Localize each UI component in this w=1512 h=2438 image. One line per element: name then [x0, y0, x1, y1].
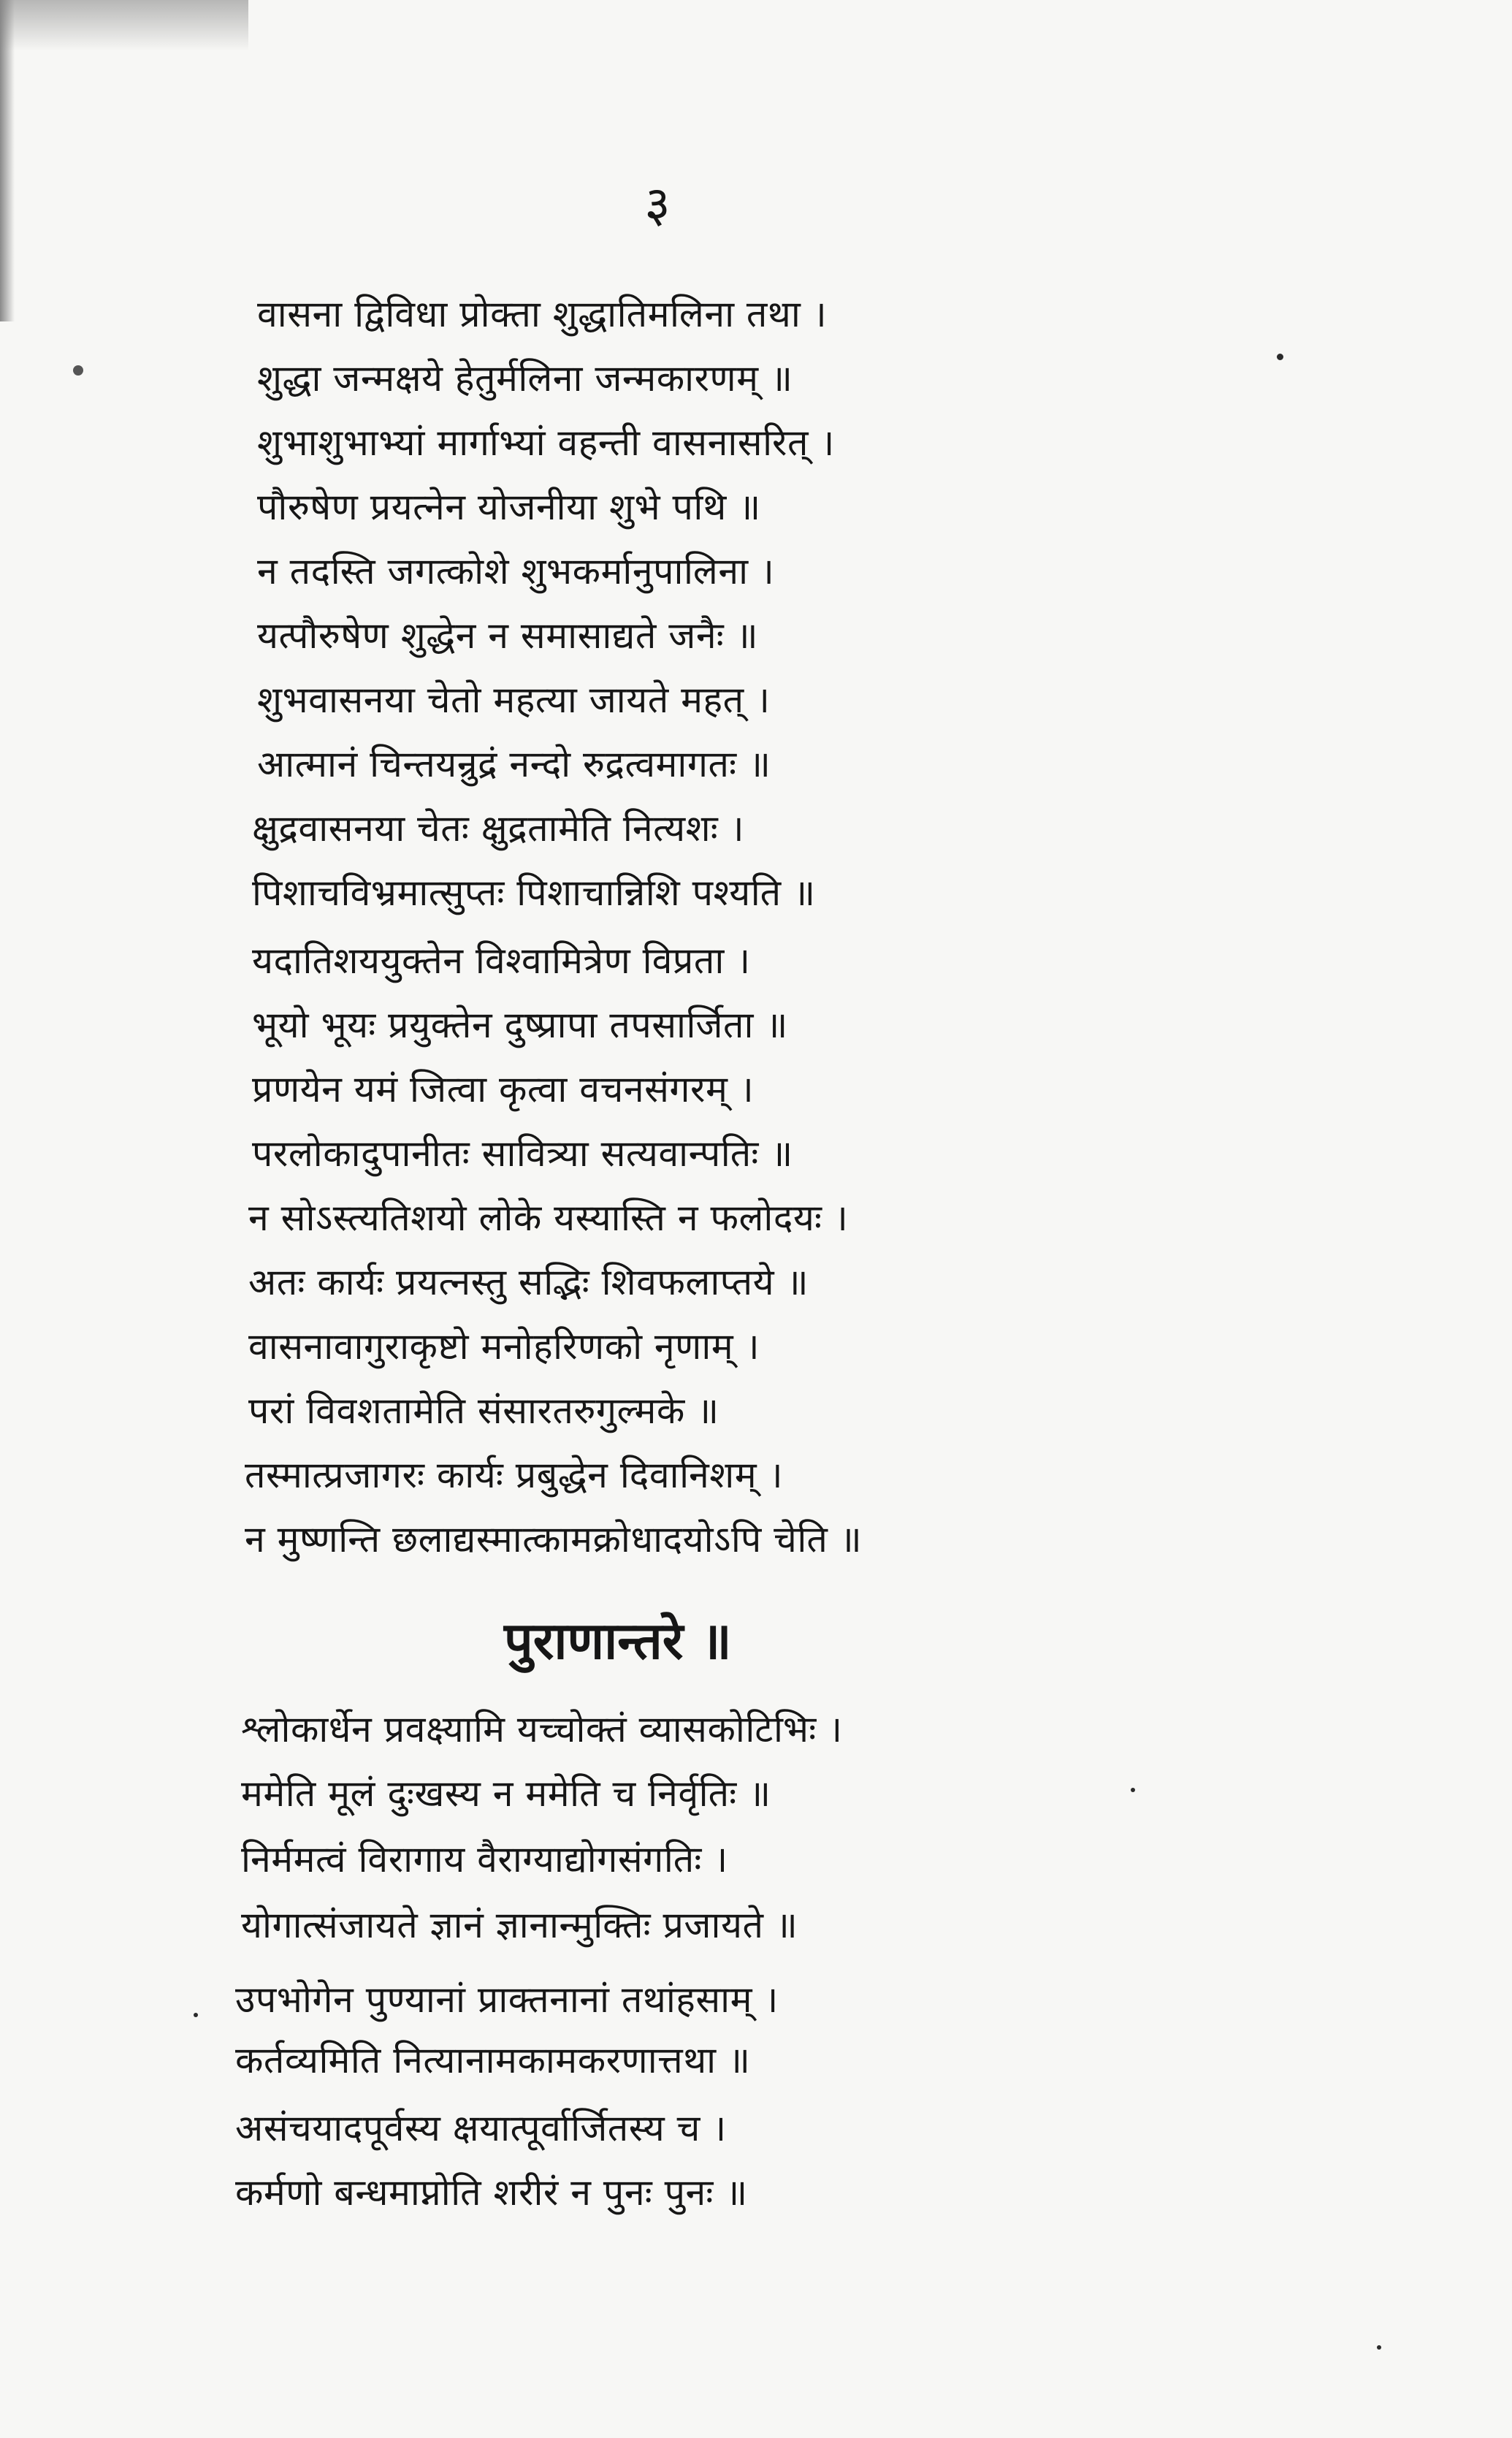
- verse-line: यत्पौरुषेण शुद्धेन न समासाद्यते जनैः ॥: [257, 614, 759, 657]
- verse-line: शुभाशुभाभ्यां मार्गाभ्यां वहन्ती वासनासरित् ।: [257, 422, 835, 464]
- verse-line: कर्मणो बन्धमाप्नोति शरीरं न पुनः पुनः ॥: [235, 2171, 748, 2214]
- verse-line: कर्तव्यमिति नित्यानामकामकरणात्तथा ॥: [235, 2039, 751, 2081]
- scan-speck: [1377, 2345, 1381, 2350]
- verse-line: शुद्धा जन्मक्षये हेतुर्मलिना जन्मकारणम् ॥: [257, 357, 793, 400]
- scan-speck: [1277, 354, 1283, 360]
- verse-line: न सोऽस्त्यतिशयो लोके यस्यास्ति न फलोदयः ।: [248, 1197, 849, 1239]
- verse-line: शुभवासनया चेतो महत्या जायते महत् ।: [257, 679, 771, 721]
- verse-line: प्रणयेन यमं जित्वा कृत्वा वचनसंगरम् ।: [252, 1068, 755, 1111]
- verse-line: निर्ममत्वं विरागाय वैराग्याद्योगसंगतिः ।: [241, 1838, 728, 1881]
- verse-line: ममेति मूलं दुःखस्य न ममेति च निर्वृतिः ॥: [241, 1772, 771, 1815]
- scan-speck: [1131, 1788, 1135, 1792]
- verse-line: न तदस्ति जगत्कोशे शुभकर्मानुपालिना ।: [257, 550, 775, 593]
- verse-line: भूयो भूयः प्रयुक्तेन दुष्प्रापा तपसार्जिता ॥: [252, 1004, 788, 1046]
- scan-speck: [73, 365, 83, 376]
- verse-line: असंचयादपूर्वस्य क्षयात्पूर्वार्जितस्य च ।: [235, 2107, 727, 2149]
- verse-line: पौरुषेण प्रयत्नेन योजनीया शुभे पथि ॥: [257, 486, 761, 528]
- scan-corner-shading: [0, 0, 248, 51]
- verse-line: अतः कार्यः प्रयत्नस्तु सद्भिः शिवफलाप्तये ॥: [248, 1261, 809, 1303]
- page-number: ३: [644, 176, 671, 234]
- verse-line: न मुष्णन्ति छलाद्यस्मात्कामक्रोधादयोऽपि चेति ॥: [245, 1518, 863, 1561]
- scan-speck: [194, 2013, 198, 2017]
- verse-line: श्लोकार्धेन प्रवक्ष्यामि यच्चोक्तं व्यासकोटिभिः ।: [241, 1708, 843, 1751]
- verse-line: वासना द्विविधा प्रोक्ता शुद्धातिमलिना तथा ।: [257, 293, 828, 335]
- verse-line: वासनावागुराकृष्टो मनोहरिणको नृणाम् ।: [248, 1325, 760, 1368]
- verse-line: परां विवशतामेति संसारतरुगुल्मके ॥: [248, 1390, 719, 1432]
- section-heading: पुराणान्तरे ॥: [504, 1610, 732, 1671]
- verse-line: क्षुद्रवासनया चेतः क्षुद्रतामेति नित्यशः ।: [252, 807, 745, 850]
- verse-line: तस्मात्प्रजागरः कार्यः प्रबुद्धेन दिवानिशम् ।: [245, 1454, 784, 1496]
- verse-line: यदातिशययुक्तेन विश्वामित्रेण विप्रता ।: [252, 940, 751, 982]
- verse-line: परलोकादुपानीतः सावित्र्या सत्यवान्पतिः ॥: [252, 1132, 793, 1175]
- verse-line: योगात्संजायते ज्ञानं ज्ञानान्मुक्तिः प्रजायते ॥: [241, 1904, 798, 1946]
- verse-line: आत्मानं चिन्तयन्रुद्रं नन्दो रुद्रत्वमागतः ॥: [257, 743, 771, 785]
- verse-line: उपभोगेन पुण्यानां प्राक्तनानां तथांहसाम् ।: [235, 1978, 779, 2021]
- verse-line: पिशाचविभ्रमात्सुप्तः पिशाचान्निशि पश्यति ॥: [252, 872, 816, 914]
